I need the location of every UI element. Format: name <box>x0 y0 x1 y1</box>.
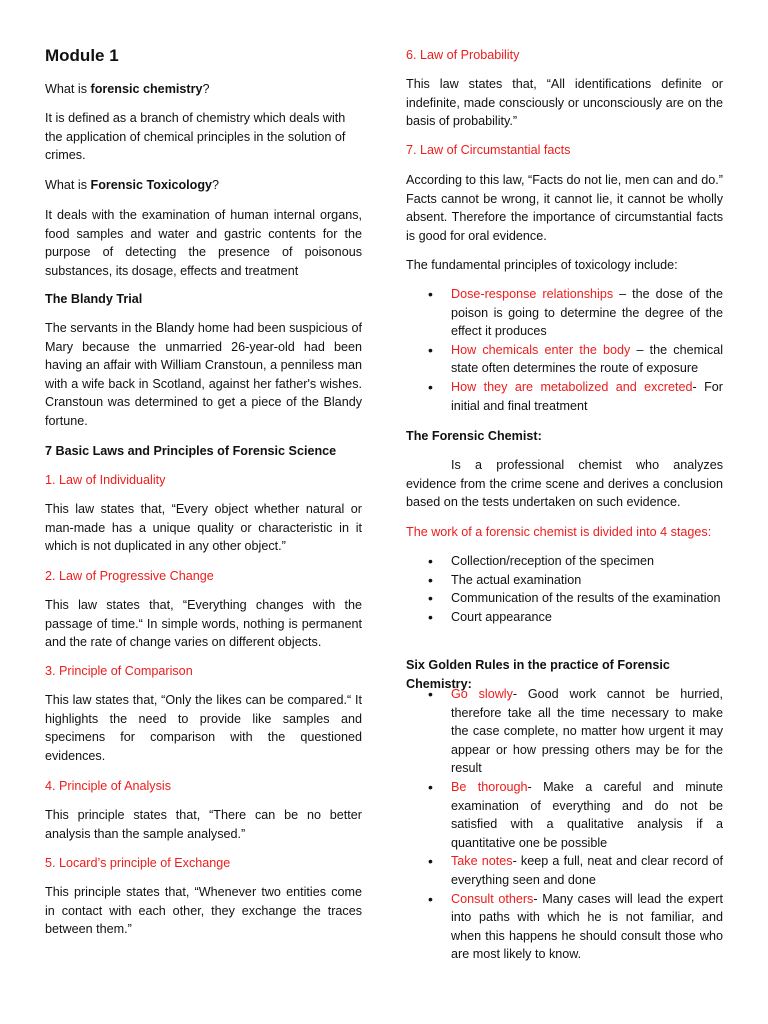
bullet-icon: • <box>428 553 433 569</box>
bullet-icon: • <box>428 571 433 588</box>
list-item: • Court appearance <box>428 608 552 625</box>
bullet-icon: • <box>428 608 433 625</box>
law3-text: This law states that, “Only the likes can be compared.“ It highlights the need to provide like samples and specimens for comparison with the questioned evidences. <box>45 693 362 763</box>
bullet-icon: • <box>428 686 433 702</box>
list-item: • Be thorough- Make a careful and minute examination of everything and do not be satisfied with a qualitative analysis if a quantitative one be possible <box>428 778 723 850</box>
bullet-icon: • <box>428 341 433 358</box>
law6-text: This law states that, “All identifications definite or indefinite, made consciously or unconsciously are on the basis of probability.” <box>406 77 723 129</box>
bullet-icon: • <box>428 286 433 302</box>
law2-title: 2. Law of Progressive Change <box>45 569 214 583</box>
definition-forensic-chemistry: It is defined as a branch of chemistry which deals with the application of chemical principles in the solution of crimes. <box>45 111 346 163</box>
bullet-icon: • <box>428 890 433 907</box>
law1-text: This law states that, “Every object whether natural or man-made has a unique quality or characteristic in it which is not duplicated in any other object.” <box>45 502 362 554</box>
law1-title: 1. Law of Individuality <box>45 473 166 487</box>
stages-heading: The work of a forensic chemist is divided into 4 stages: <box>406 525 712 539</box>
list-item: • Dose-response relationships – the dose of the poison is going to determine the degree of the effect it produces <box>428 286 724 339</box>
bullet-icon: • <box>428 853 433 870</box>
law7-text: According to this law, “Facts do not lie, men can and do.” Facts cannot be wrong, it cannot lie, it cannot be wholly absent. Therefore the importance of circumstantial facts is good for oral evidence. <box>406 173 723 243</box>
list-item: • How chemicals enter the body – the chemical state often determines the route of exposure <box>428 341 723 376</box>
page-title: Module 1 <box>45 46 119 65</box>
law4-text: This principle states that, “There can be no better analysis than the sample analysed.” <box>45 808 362 841</box>
bullet-icon: • <box>428 778 433 795</box>
law5-title: 5. Locard’s principle of Exchange <box>45 856 231 870</box>
list-item: • The actual examination <box>428 571 582 588</box>
list-item: • Communication of the results of the examination <box>428 590 721 607</box>
question-forensic-toxicology: What is Forensic Toxicology? <box>45 178 220 192</box>
list-item: • Take notes- keep a full, neat and clear record of everything seen and done <box>428 853 723 887</box>
list-item: • Go slowly- Good work cannot be hurried, therefore take all the time necessary to make the case complete, no matter how urgent it may appear or how pressing others may be for the result <box>428 686 723 776</box>
definition-forensic-toxicology: It deals with the examination of human internal organs, food samples and water and gastric contents for the purpose of detecting the presence of poisonous substances, its dosage, effects and treatment <box>45 208 362 278</box>
law5-text: This principle states that, “Whenever two entities come in contact with each other, they exchange the traces between them.” <box>45 885 362 937</box>
law4-title: 4. Principle of Analysis <box>45 779 171 793</box>
blandy-heading: The Blandy Trial <box>45 292 143 306</box>
bullet-icon: • <box>428 378 433 395</box>
forensic-chemist-text: Is a professional chemist who analyzes evidence from the crime scene and derives a conclusion based on the tests undertaken on such evidence. <box>406 458 723 510</box>
bullet-icon: • <box>428 590 433 607</box>
toxicology-intro: The fundamental principles of toxicology include: <box>406 258 678 272</box>
list-item: • Consult others- Many cases will lead the expert into paths with which he is not familiar, and when this happens he should consult those who are most likely to know. <box>428 890 723 962</box>
list-item: • How they are metabolized and excreted- For initial and final treatment <box>428 378 723 413</box>
golden-rules-list <box>406 685 723 964</box>
question-forensic-chemistry: What is forensic chemistry? <box>45 82 210 96</box>
blandy-text: The servants in the Blandy home had been suspicious of Mary because the unmarried 26-year-old had been having an affair with William Cranstoun, a penniless man with a wife back in Scotland, against her father's wishes. Cranstoun was determined to get a piece of the Blandy fortune. <box>45 321 362 428</box>
forensic-chemist-heading: The Forensic Chemist: <box>406 429 542 443</box>
list-item: • Collection/reception of the specimen <box>428 553 655 569</box>
law3-title: 3. Principle of Comparison <box>45 664 193 678</box>
law2-text: This law states that, “Everything changes with the passage of time.“ In simple words, nothing is permanent and the rate of change varies on different objects. <box>45 598 362 650</box>
law7-title: 7. Law of Circumstantial facts <box>406 143 571 157</box>
toxicology-principles-list <box>406 285 723 415</box>
law6-title: 6. Law of Probability <box>406 48 520 62</box>
stages-list <box>406 552 723 626</box>
golden-rules-heading: Six Golden Rules in the practice of Forensic Chemistry: <box>406 658 670 691</box>
laws-heading: 7 Basic Laws and Principles of Forensic Science <box>45 444 337 458</box>
